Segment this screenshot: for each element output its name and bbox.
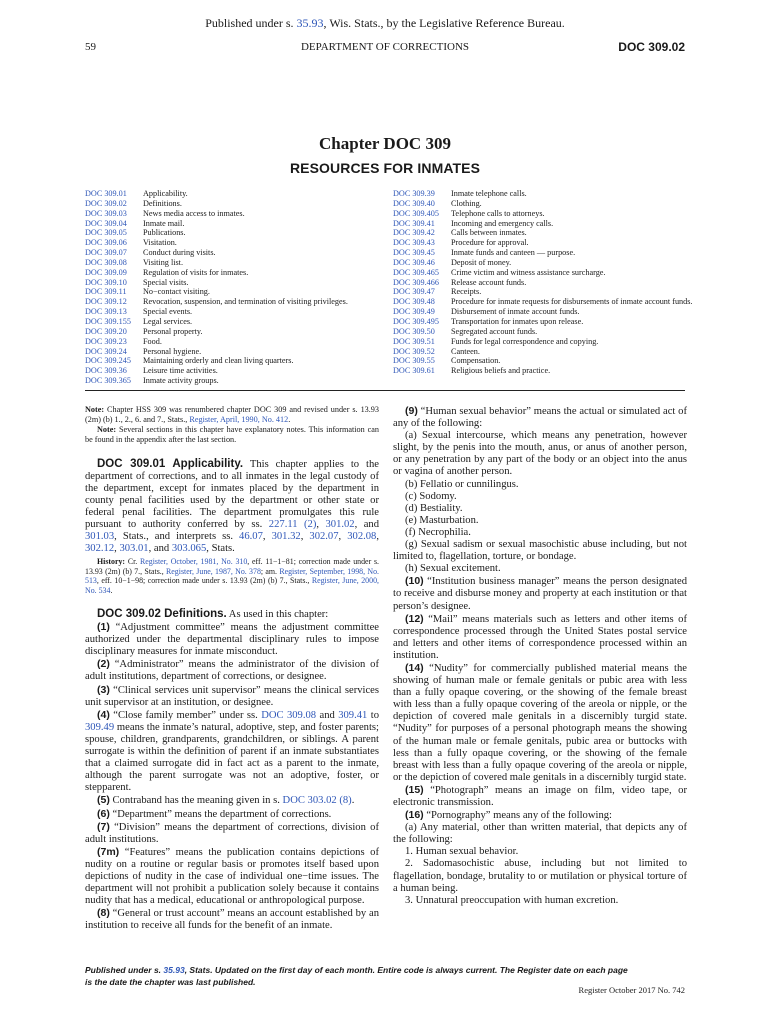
toc-entry bbox=[393, 278, 693, 288]
toc-left-column bbox=[85, 189, 375, 386]
toc-entry bbox=[393, 287, 693, 297]
toc-section-title: Segregated account funds. bbox=[451, 326, 538, 336]
toc-entry bbox=[85, 337, 375, 347]
definition-5: (5) Contraband has the meaning given in s. DOC 303.02 (8). bbox=[97, 794, 355, 807]
toc-section-link[interactable]: DOC 309.52 bbox=[393, 346, 435, 356]
toc-entry bbox=[85, 317, 375, 327]
toc-section-link[interactable]: DOC 309.46 bbox=[393, 257, 435, 267]
toc-section-link[interactable]: DOC 309.11 bbox=[85, 287, 127, 297]
toc-section-title: Publications. bbox=[143, 228, 186, 238]
toc-entry bbox=[85, 189, 375, 199]
section-309-01: DOC 309.01 Applicability. This chapter applies to the department of corrections, and to all inmates in the legal custody of the department, except for inmates placed by the department in county penal facilities used by the department or other state or federal penal facilities. The department promulgates this rule pursuant to authority conferred by ss. 227.11 (2), 301.02, and 301.03, Stats., and interprets ss. 46.07, 301.32, 302.07, 302.08, 302.12, 303.01, and 303.065, Stats. bbox=[85, 457, 380, 555]
toc-entry bbox=[85, 347, 375, 357]
definition-6: (6) “Department” means the department of corrections. bbox=[97, 807, 332, 820]
toc-section-link[interactable]: DOC 309.61 bbox=[393, 366, 435, 376]
toc-section-link[interactable]: DOC 309.405 bbox=[393, 208, 439, 218]
running-head bbox=[85, 41, 685, 55]
definition-4: (4) “Close family member” under ss. DOC 309.08 and 309.41 to 309.49 means the inmate’s natural, adoptive, step, and foster parents; spouse, children, grandparents, grandchildren, or siblings. A parent surrogate is within the definition of parent if an inmate substantiates that a claimed surrogate did in fact act as a parent to the inmate, although the parent surrogate was not an adoptive, foster, or stepparent. bbox=[85, 708, 379, 794]
toc-entry bbox=[85, 278, 375, 288]
definition-1: (1) “Adjustment committee” means the adjustment committee authorized under the departmental disciplinary rules to impose disciplinary measures for inmate misconduct. bbox=[85, 621, 379, 658]
toc-section-title: Visitation. bbox=[143, 238, 177, 248]
toc-entry bbox=[393, 347, 693, 357]
toc-entry bbox=[85, 219, 375, 229]
toc-entry bbox=[393, 366, 693, 376]
toc-section-link[interactable]: DOC 309.04 bbox=[85, 218, 127, 228]
definition-9: (9) “Human sexual behavior” means the actual or simulated act of any of the following: bbox=[393, 405, 687, 430]
toc-section-title: Deposit of money. bbox=[451, 257, 512, 267]
toc-section-title: Receipts. bbox=[451, 287, 482, 297]
toc-section-title: Transportation for inmates upon release. bbox=[451, 316, 584, 326]
toc-entry bbox=[85, 248, 375, 258]
statute-link[interactable]: 35.93 bbox=[163, 965, 185, 975]
toc-entry bbox=[85, 287, 375, 297]
toc-entry bbox=[393, 307, 693, 317]
toc-section-link[interactable]: DOC 309.12 bbox=[85, 297, 127, 307]
toc-section-link[interactable]: DOC 309.465 bbox=[393, 267, 439, 277]
toc-section-title: Crime victim and witness assistance surcharge. bbox=[451, 267, 606, 277]
definition-9d: (d) Bestiality. bbox=[405, 502, 463, 514]
register-link[interactable]: Register, April, 1990, No. 412 bbox=[189, 414, 289, 424]
section-heading: DOC 309.01 Applicability. bbox=[97, 457, 244, 470]
toc-entry bbox=[85, 376, 375, 386]
statute-link[interactable]: 302.12 bbox=[85, 543, 115, 555]
toc-section-title: Procedure for approval. bbox=[451, 238, 529, 248]
toc-section-title: Clothing. bbox=[451, 198, 482, 208]
rule-link[interactable]: 309.41 bbox=[338, 709, 368, 721]
rule-link[interactable]: DOC 303.02 (8) bbox=[282, 795, 352, 807]
definition-10: (10) “Institution business manager” means the person designated to receive and disburse money and property at each institution or that person’s designee. bbox=[393, 575, 687, 612]
toc-section-title: Applicability. bbox=[143, 189, 188, 198]
toc-entry bbox=[85, 238, 375, 248]
statute-link[interactable]: 35.93 bbox=[296, 16, 324, 30]
toc-section-link[interactable]: DOC 309.51 bbox=[393, 336, 435, 346]
toc-section-title: Disbursement of inmate account funds. bbox=[451, 307, 580, 317]
toc-section-title: Food. bbox=[143, 336, 162, 346]
toc-entry bbox=[393, 356, 693, 366]
toc-section-title: Inmate telephone calls. bbox=[451, 189, 527, 198]
toc-entry bbox=[85, 327, 375, 337]
toc-entry bbox=[85, 268, 375, 278]
register-link[interactable]: Register, October, 1981, No. 310 bbox=[140, 557, 248, 567]
toc-section-title: Personal property. bbox=[143, 326, 203, 336]
toc-section-title: Regulation of visits for inmates. bbox=[143, 267, 249, 277]
toc-section-title: Definitions. bbox=[143, 198, 182, 208]
toc-section-link[interactable]: DOC 309.55 bbox=[393, 356, 435, 366]
toc-entry bbox=[393, 199, 693, 209]
toc-section-link[interactable]: DOC 309.155 bbox=[85, 316, 131, 326]
chapter-subtitle: RESOURCES FOR INMATES bbox=[289, 160, 481, 176]
body-right-column bbox=[393, 405, 687, 907]
section-code: DOC 309.02 bbox=[618, 40, 685, 54]
toc-section-title: Release account funds. bbox=[451, 277, 527, 287]
definition-7: (7) “Division” means the department of corrections, division of adult institutions. bbox=[85, 820, 379, 845]
definition-16a2: 2. Sadomasochistic abuse, including but not limited to flagellation, bondage, brutality to or mutilation or physical torture of a human being. bbox=[393, 858, 687, 894]
definition-16a: (a) Any material, other than written material, that depicts any of the following: bbox=[393, 822, 687, 846]
toc-section-link[interactable]: DOC 309.50 bbox=[393, 326, 435, 336]
chapter-title: Chapter DOC 309 bbox=[319, 134, 451, 153]
definition-7m: (7m) “Features” means the publication contains depictions of nudity on a routine or regular basis or promotes itself based upon depictions of nudity in the case of individual one−time issues. The department will not prohibit a publication solely because it contains nudity that has a medical, educational or anthropological purpose. bbox=[85, 845, 379, 907]
statute-link[interactable]: 227.11 (2) bbox=[268, 519, 317, 531]
toc-section-title: Compensation. bbox=[451, 356, 501, 366]
toc-entry bbox=[85, 356, 375, 366]
statute-link[interactable]: 301.02 bbox=[325, 519, 355, 531]
toc-section-link[interactable]: DOC 309.41 bbox=[393, 218, 435, 228]
rule-link[interactable]: 309.49 bbox=[85, 721, 115, 733]
chapter-note: Note: Chapter HSS 309 was renumbered chapter DOC 309 and revised under s. 13.93 (2m) (b) 1., 2., 6. and 7., Stats., Register, April, 1990, No. 412. bbox=[85, 405, 379, 424]
toc-section-title: Telephone calls to attorneys. bbox=[451, 208, 545, 218]
toc-section-link[interactable]: DOC 309.495 bbox=[393, 316, 439, 326]
definition-12: (12) “Mail” means materials such as letters and other items of correspondence processed through the United States postal service and letters and other items of correspondence processed within an institution. bbox=[393, 612, 687, 661]
toc-entry bbox=[85, 258, 375, 268]
divider-rule bbox=[85, 390, 685, 391]
definition-2: (2) “Administrator” means the administrator of the division of adult institutions, department of corrections, or designee. bbox=[85, 658, 379, 683]
toc-entry bbox=[85, 199, 375, 209]
toc-section-title: Calls between inmates. bbox=[451, 228, 527, 238]
toc-section-link[interactable]: DOC 309.02 bbox=[85, 198, 127, 208]
definition-9f: (f) Necrophilia. bbox=[405, 526, 471, 538]
toc-section-link[interactable]: DOC 309.47 bbox=[393, 287, 435, 297]
toc-section-link[interactable]: DOC 309.01 bbox=[85, 189, 127, 198]
toc-section-title: Canteen. bbox=[451, 346, 480, 356]
toc-right-column bbox=[393, 189, 693, 376]
register-link[interactable]: Register, September, 1998, No. 513 bbox=[85, 566, 379, 586]
toc-section-title: Inmate mail. bbox=[143, 218, 185, 228]
toc-section-title: Conduct during visits. bbox=[143, 248, 216, 258]
toc-entry bbox=[85, 297, 375, 307]
statute-link[interactable]: 301.03 bbox=[85, 531, 115, 543]
department-name: DEPARTMENT OF CORRECTIONS bbox=[300, 41, 470, 53]
toc-section-title: Religious beliefs and practice. bbox=[451, 366, 551, 376]
statute-link[interactable]: 301.32 bbox=[271, 531, 301, 543]
toc-section-title: No−contact visiting. bbox=[143, 287, 210, 297]
toc-entry bbox=[393, 219, 693, 229]
toc-section-link[interactable]: DOC 309.06 bbox=[85, 238, 127, 248]
toc-entry bbox=[393, 317, 693, 327]
publication-banner: Published under s. 35.93, Wis. Stats., by the Legislative Reference Bureau. bbox=[205, 16, 565, 30]
toc-section-link[interactable]: DOC 309.13 bbox=[85, 307, 127, 317]
toc-entry bbox=[85, 307, 375, 317]
toc-section-link[interactable]: DOC 309.42 bbox=[393, 228, 435, 238]
toc-entry bbox=[393, 297, 693, 307]
toc-section-title: Funds for legal correspondence and copying. bbox=[451, 336, 599, 346]
toc-entry bbox=[393, 258, 693, 268]
definition-9g: (g) Sexual sadism or sexual masochistic abuse including, but not limited to, flagellation, torture, or bondage. bbox=[393, 539, 687, 563]
toc-entry bbox=[393, 248, 693, 258]
toc-section-link[interactable]: DOC 309.20 bbox=[85, 326, 127, 336]
toc-entry bbox=[393, 209, 693, 219]
toc-section-title: Visiting list. bbox=[143, 257, 183, 267]
toc-section-link[interactable]: DOC 309.40 bbox=[393, 198, 435, 208]
body-left-column bbox=[85, 405, 379, 932]
toc-section-link[interactable]: DOC 309.45 bbox=[393, 248, 435, 258]
definition-9b: (b) Fellatio or cunnilingus. bbox=[405, 478, 519, 490]
page-number: 59 bbox=[85, 41, 96, 53]
toc-section-link[interactable]: DOC 309.08 bbox=[85, 257, 127, 267]
toc-section-title: Personal hygiene. bbox=[143, 346, 202, 356]
register-link[interactable]: Register, June, 2000, No. 534 bbox=[85, 576, 379, 595]
toc-entry bbox=[393, 337, 693, 347]
toc-entry bbox=[85, 209, 375, 219]
definition-9c: (c) Sodomy. bbox=[405, 490, 457, 502]
toc-section-link[interactable]: DOC 309.245 bbox=[85, 356, 131, 366]
toc-section-link[interactable]: DOC 309.09 bbox=[85, 267, 127, 277]
toc-entry bbox=[393, 189, 693, 199]
section-heading: DOC 309.02 Definitions. bbox=[97, 608, 227, 620]
toc-section-title: Inmate activity groups. bbox=[143, 376, 219, 386]
toc-entry bbox=[393, 327, 693, 337]
toc-section-link[interactable]: DOC 309.466 bbox=[393, 277, 439, 287]
statute-link[interactable]: 303.065 bbox=[171, 543, 207, 555]
toc-section-link[interactable]: DOC 309.03 bbox=[85, 208, 127, 218]
toc-section-title: Procedure for inmate requests for disbursements of inmate account funds. bbox=[451, 297, 693, 307]
toc-entry bbox=[85, 228, 375, 238]
toc-section-title: Leisure time activities. bbox=[143, 366, 218, 376]
toc-section-title: Inmate funds and canteen — purpose. bbox=[451, 248, 576, 258]
toc-section-link[interactable]: DOC 309.23 bbox=[85, 336, 127, 346]
chapter-note-2: Note: Several sections in this chapter have explanatory notes. This information can be found in the appendix after the last section. bbox=[85, 424, 379, 444]
toc-entry bbox=[393, 228, 693, 238]
definition-16a1: 1. Human sexual behavior. bbox=[405, 846, 519, 858]
statute-link[interactable]: 302.08 bbox=[347, 531, 377, 543]
history-note: History: Cr. Register, October, 1981, No. 310, eff. 11−1−81; correction made under s. 13.93 (2m) (b) 7., Stats., Register, June, 1987, No. 378; am. Register, September, 1998, No. 513, eff. 10−1−98; correction made under s. 13.93 (2m) (b) 7., Stats., Register, June, 2000, No. 534. bbox=[85, 557, 379, 595]
toc-section-title: Revocation, suspension, and termination of visiting privileges. bbox=[143, 297, 348, 307]
toc-entry bbox=[85, 366, 375, 376]
definition-15: (15) “Photograph” means an image on film, video tape, or electronic transmission. bbox=[393, 783, 687, 808]
toc-section-link[interactable]: DOC 309.05 bbox=[85, 228, 127, 238]
toc-section-title: Legal services. bbox=[143, 316, 193, 326]
definition-9h: (h) Sexual excitement. bbox=[405, 563, 501, 575]
toc-section-link[interactable]: DOC 309.07 bbox=[85, 248, 127, 258]
toc-section-title: Incoming and emergency calls. bbox=[451, 218, 554, 228]
statute-link[interactable]: 302.07 bbox=[309, 531, 339, 543]
toc-section-title: Maintaining orderly and clean living quarters. bbox=[143, 356, 294, 366]
toc-entry bbox=[393, 268, 693, 278]
register-link[interactable]: Register, June, 1987, No. 378 bbox=[166, 566, 261, 576]
toc-section-title: Special events. bbox=[143, 307, 193, 317]
definition-14: (14) “Nudity” for commercially published material means the showing of human male or female genitals or pubic area with less than a fully opaque covering, or the showing of the female breast with less than a fully opaque covering of the areola or nipple, or the depiction of covered male genitals in a discernibly turgid state. “Nudity” for purposes of a personal photograph means the showing of the human male or female genitals, pubic area or buttocks with less than a fully opaque covering, or the showing of the female breast with less than a fully opaque covering of the areola or nipple, or the depiction of covered male genitals in a discernibly turgid state. bbox=[393, 661, 687, 783]
toc-section-link[interactable]: DOC 309.24 bbox=[85, 346, 127, 356]
footer-note: Published under s. 35.93, Stats. Updated on the first day of each month. Entire code is always current. The Register date on each page is the date the chapter was last published. bbox=[85, 965, 628, 987]
toc-section-link[interactable]: DOC 309.365 bbox=[85, 376, 131, 386]
definition-16: (16) “Pornography” means any of the following: bbox=[405, 809, 612, 822]
statute-link[interactable]: 303.01 bbox=[119, 543, 149, 555]
toc-section-title: Special visits. bbox=[143, 277, 189, 287]
toc-section-link[interactable]: DOC 309.36 bbox=[85, 366, 127, 376]
section-309-02: DOC 309.02 Definitions. As used in this chapter: bbox=[97, 608, 329, 620]
statute-link[interactable]: 46.07 bbox=[239, 531, 263, 543]
definition-9a: (a) Sexual intercourse, which means any penetration, however slight, by the penis into the mouth, anus, or anus of another person, or any penetration by any part of the body or an object into the anus or vagina of another person. bbox=[393, 430, 687, 478]
toc-section-link[interactable]: DOC 309.49 bbox=[393, 307, 435, 317]
definition-3: (3) “Clinical services unit supervisor” means the clinical services unit supervisor at an institution, or designee. bbox=[85, 683, 379, 708]
toc-section-link[interactable]: DOC 309.43 bbox=[393, 238, 435, 248]
toc-section-link[interactable]: DOC 309.39 bbox=[393, 189, 435, 198]
toc-section-link[interactable]: DOC 309.10 bbox=[85, 277, 127, 287]
rule-link[interactable]: DOC 309.08 bbox=[261, 709, 317, 721]
register-date: Register October 2017 No. 742 bbox=[578, 985, 685, 995]
toc-section-title: News media access to inmates. bbox=[143, 208, 245, 218]
definition-16a3: 3. Unnatural preoccupation with human excretion. bbox=[405, 894, 619, 906]
definition-8: (8) “General or trust account” means an account established by an institution to receive all funds for the benefit of an inmate. bbox=[85, 907, 379, 932]
toc-entry bbox=[393, 238, 693, 248]
toc-section-link[interactable]: DOC 309.48 bbox=[393, 297, 435, 307]
definition-9e: (e) Masturbation. bbox=[405, 514, 479, 526]
